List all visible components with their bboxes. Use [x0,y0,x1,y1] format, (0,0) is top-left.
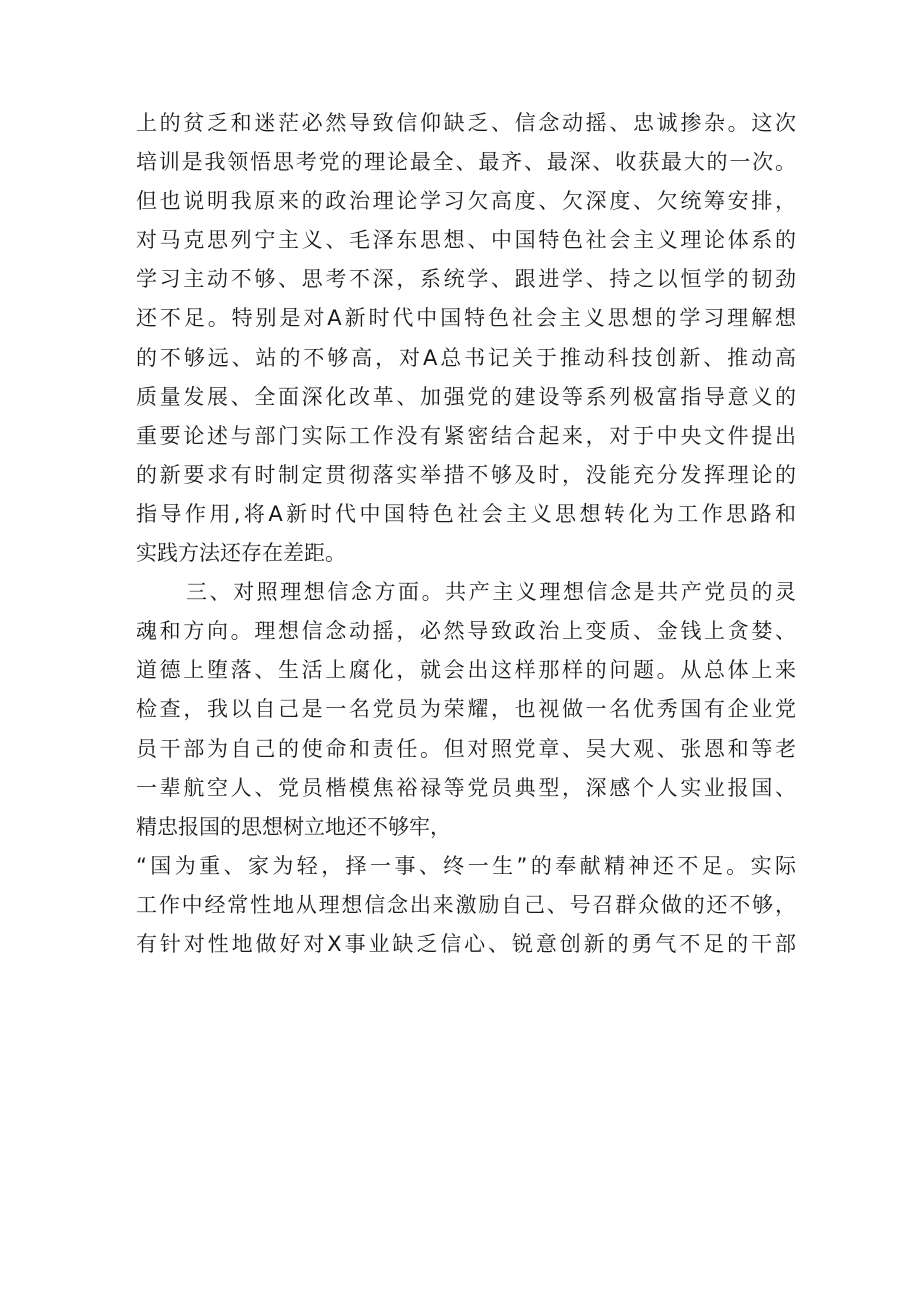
body-text [136,104,796,964]
text-line: “国为重、家为轻，择一事、终一生”的奉献精神还不足。实际 [136,853,796,878]
text-line: 有针对性地做好对X事业缺乏信心、锐意创新的勇气不足的干部 [136,931,796,956]
text-line: 对马克思列宁主义、毛泽东思想、中国特色社会主义理论体系的 [136,228,796,253]
text-line: 精忠报国的思想树立地还不够牢， [136,814,451,839]
text-line: 的不够远、站的不够高，对A总书记关于推动科技创新、推动高 [136,345,796,370]
text-line: 检查，我以自己是一名党员为荣耀，也视做一名优秀国有企业党 [136,697,796,722]
text-line: 重要论述与部门实际工作没有紧密结合起来，对于中央文件提出 [136,423,796,448]
text-line: 的新要求有时制定贯彻落实举措不够及时，没能充分发挥理论的 [136,462,796,487]
text-line: 质量发展、全面深化改革、加强党的建设等系列极富指导意义的 [136,384,796,409]
text-line: 培训是我领悟思考党的理论最全、最齐、最深、收获最大的一次。 [136,150,796,175]
text-line: 指导作用,将A新时代中国特色社会主义思想转化为工作思路和 [136,501,796,526]
paragraph-end-line: 实践方法还存在差距。 [136,541,346,566]
text-line: 学习主动不够、思考不深，系统学、跟进学、持之以恒学的韧劲 [136,267,796,292]
text-line: 一辈航空人、党员楷模焦裕禄等党员典型，深感个人实业报国、 [136,775,796,800]
text-line: 工作中经常性地从理想信念出来激励自己、号召群众做的还不够， [136,892,796,917]
text-line: 道德上堕落、生活上腐化，就会出这样那样的问题。从总体上来 [136,658,796,683]
text-line: 还不足。特别是对A新时代中国特色社会主义思想的学习理解想 [136,306,796,331]
text-line: 上的贫乏和迷茫必然导致信仰缺乏、信念动摇、忠诚掺杂。这次 [136,111,796,135]
text-line: 员干部为自己的使命和责任。但对照党章、吴大观、张恩和等老 [136,736,796,761]
section-heading-line: 三、对照理想信念方面。共产主义理想信念是共产党员的灵 [186,580,796,605]
text-line: 但也说明我原来的政治理论学习欠高度、欠深度、欠统筹安排， [136,189,796,214]
text-line: 魂和方向。理想信念动摇，必然导致政治上变质、金钱上贪婪、 [136,619,796,644]
